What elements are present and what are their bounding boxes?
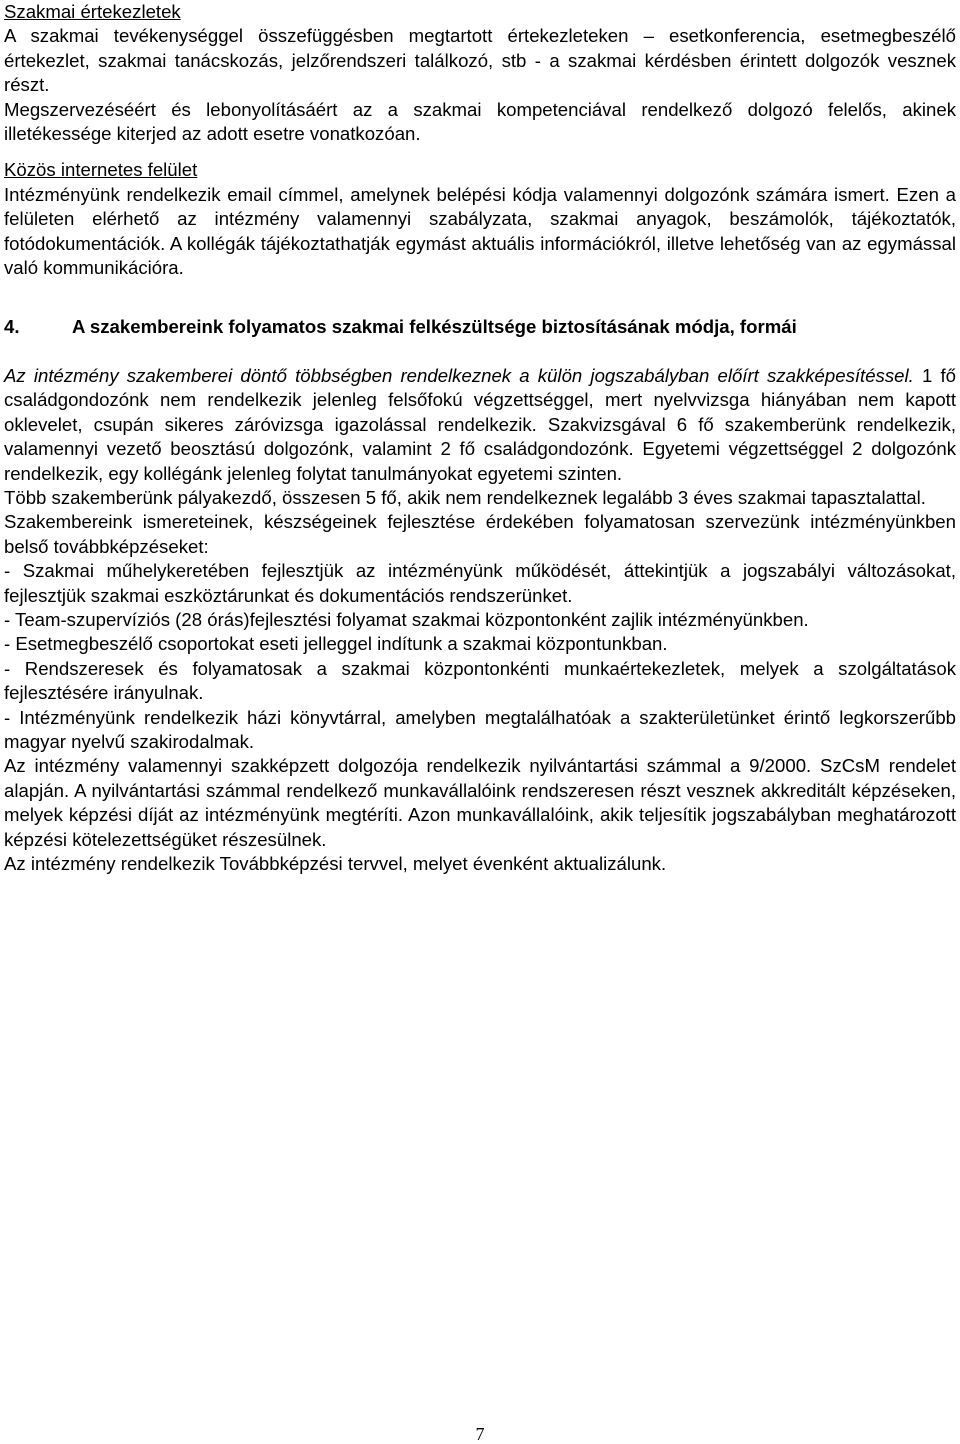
section-4-paragraph-2: Több szakemberünk pályakezdő, összesen 5 fő, akik nem rendelkeznek legalább 3 éves szakmai tapasztalattal.: [4, 486, 926, 508]
list-item: - Szakmai műhelykeretében fejlesztjük az intézményünk működését, áttekintjük a jogszabályi változásokat, fejlesztjük szakmai eszköztárunkat és dokumentációs rendszerünket.: [4, 560, 956, 606]
section-4-paragraph-4: Az intézmény valamennyi szakképzett dolgozója rendelkezik nyilvántartási számmal a 9/2000. SzCsM rendelet alapján. A nyilvántartási számmal rendelkező munkavállalóink rendszeresen részt vesznek akkreditált képzéseken, melyek képzési díját az intézményünk megtéríti. Azon munkavállalóink, akik teljesítik jogszabályban meghatározott képzési kötelezettségüket részesülnek.: [4, 755, 956, 850]
section-4-intro: [4, 364, 956, 486]
section-number: 4.: [4, 316, 20, 338]
section-4-heading: [4, 315, 956, 339]
online-paragraph-1: Intézményünk rendelkezik email címmel, amelynek belépési kódja valamennyi dolgozónk számára ismert. Ezen a felületen elérhető az intézmény valamennyi szabályzata, szakmai anyagok, beszámolók, tájékoztatók, fotódokumentációk. A kollégák tájékoztathatják egymást aktuális információkról, illetve lehetőség van az egymással való kommunikációra.: [4, 183, 956, 279]
spacer: [4, 340, 956, 364]
document-page: [4, 0, 956, 876]
list-item: - Intézményünk rendelkezik házi könyvtárral, amelyben megtalálhatóak a szakterületünket érintő legkorszerűbb magyar nyelvű szakirodalmak.: [4, 706, 956, 752]
list-item: - Rendszeresek és folyamatosak a szakmai központonkénti munkaértekezletek, melyek a szolgáltatások fejlesztésére irányulnak.: [4, 657, 956, 704]
list-item: - Esetmegbeszélő csoportokat eseti jelleggel indítunk a szakmai központunkban.: [4, 633, 668, 655]
meetings-paragraph-1: A szakmai tevékenységgel összefüggésben megtartott értekezleteken – esetkonferencia, esetmegbeszélő értekezlet, szakmai tanácskozás, jelzőrendszeri találkozó, stb - a szakmai kérdésben érintett dolgozók vesznek részt.: [4, 25, 956, 96]
section-4-paragraph-3: Szakembereink ismereteinek, készségeinek fejlesztése érdekében folyamatosan szervezünk intézményünkben belső továbbképzéseket:: [4, 511, 956, 557]
section-4-paragraph-5: Az intézmény rendelkezik Továbbképzési tervvel, melyet évenként aktualizálunk.: [4, 853, 667, 874]
spacer: [4, 146, 956, 158]
section-title-online: Közös internetes felület: [4, 159, 198, 181]
intro-italic-text: Az intézmény szakemberei döntő többségben rendelkeznek a külön jogszabályban előírt szakképesítéssel.: [4, 364, 914, 386]
meetings-paragraph-2: Megszervezéséért és lebonyolításáért az a szakmai kompetenciával rendelkező dolgozó felelős, akinek illetékessége kiterjed az adott esetre vonatkozóan.: [4, 98, 956, 145]
section-title: A szakembereink folyamatos szakmai felkészültsége biztosításának módja, formái: [72, 316, 797, 338]
spacer: [4, 280, 956, 315]
list-item: - Team-szupervíziós (28 órás)fejlesztési folyamat szakmai központonként zajlik intézményünkben.: [4, 608, 809, 630]
section-title-meetings: Szakmai értekezletek: [4, 1, 181, 22]
page-number: 7: [475, 1424, 485, 1444]
intro-text: 1 fő családgondozónk nem rendelkezik jelenleg felsőfokú végzettséggel, mert nyelvvizsga hiányában nem kapott oklevelet, csupán sikeres záróvizsga igazolással rendelkezik. Szakvizsgával 6 fő szakemberünk rendelkezik, valamennyi vezető beosztású dolgozónk, valamint 2 fő családgondozónk. Egyetemi végzettséggel 2 dolgozónk rendelkezik, egy kollégánk jelenleg folytat tanulmányokat egyetemi szinten.: [4, 364, 956, 484]
